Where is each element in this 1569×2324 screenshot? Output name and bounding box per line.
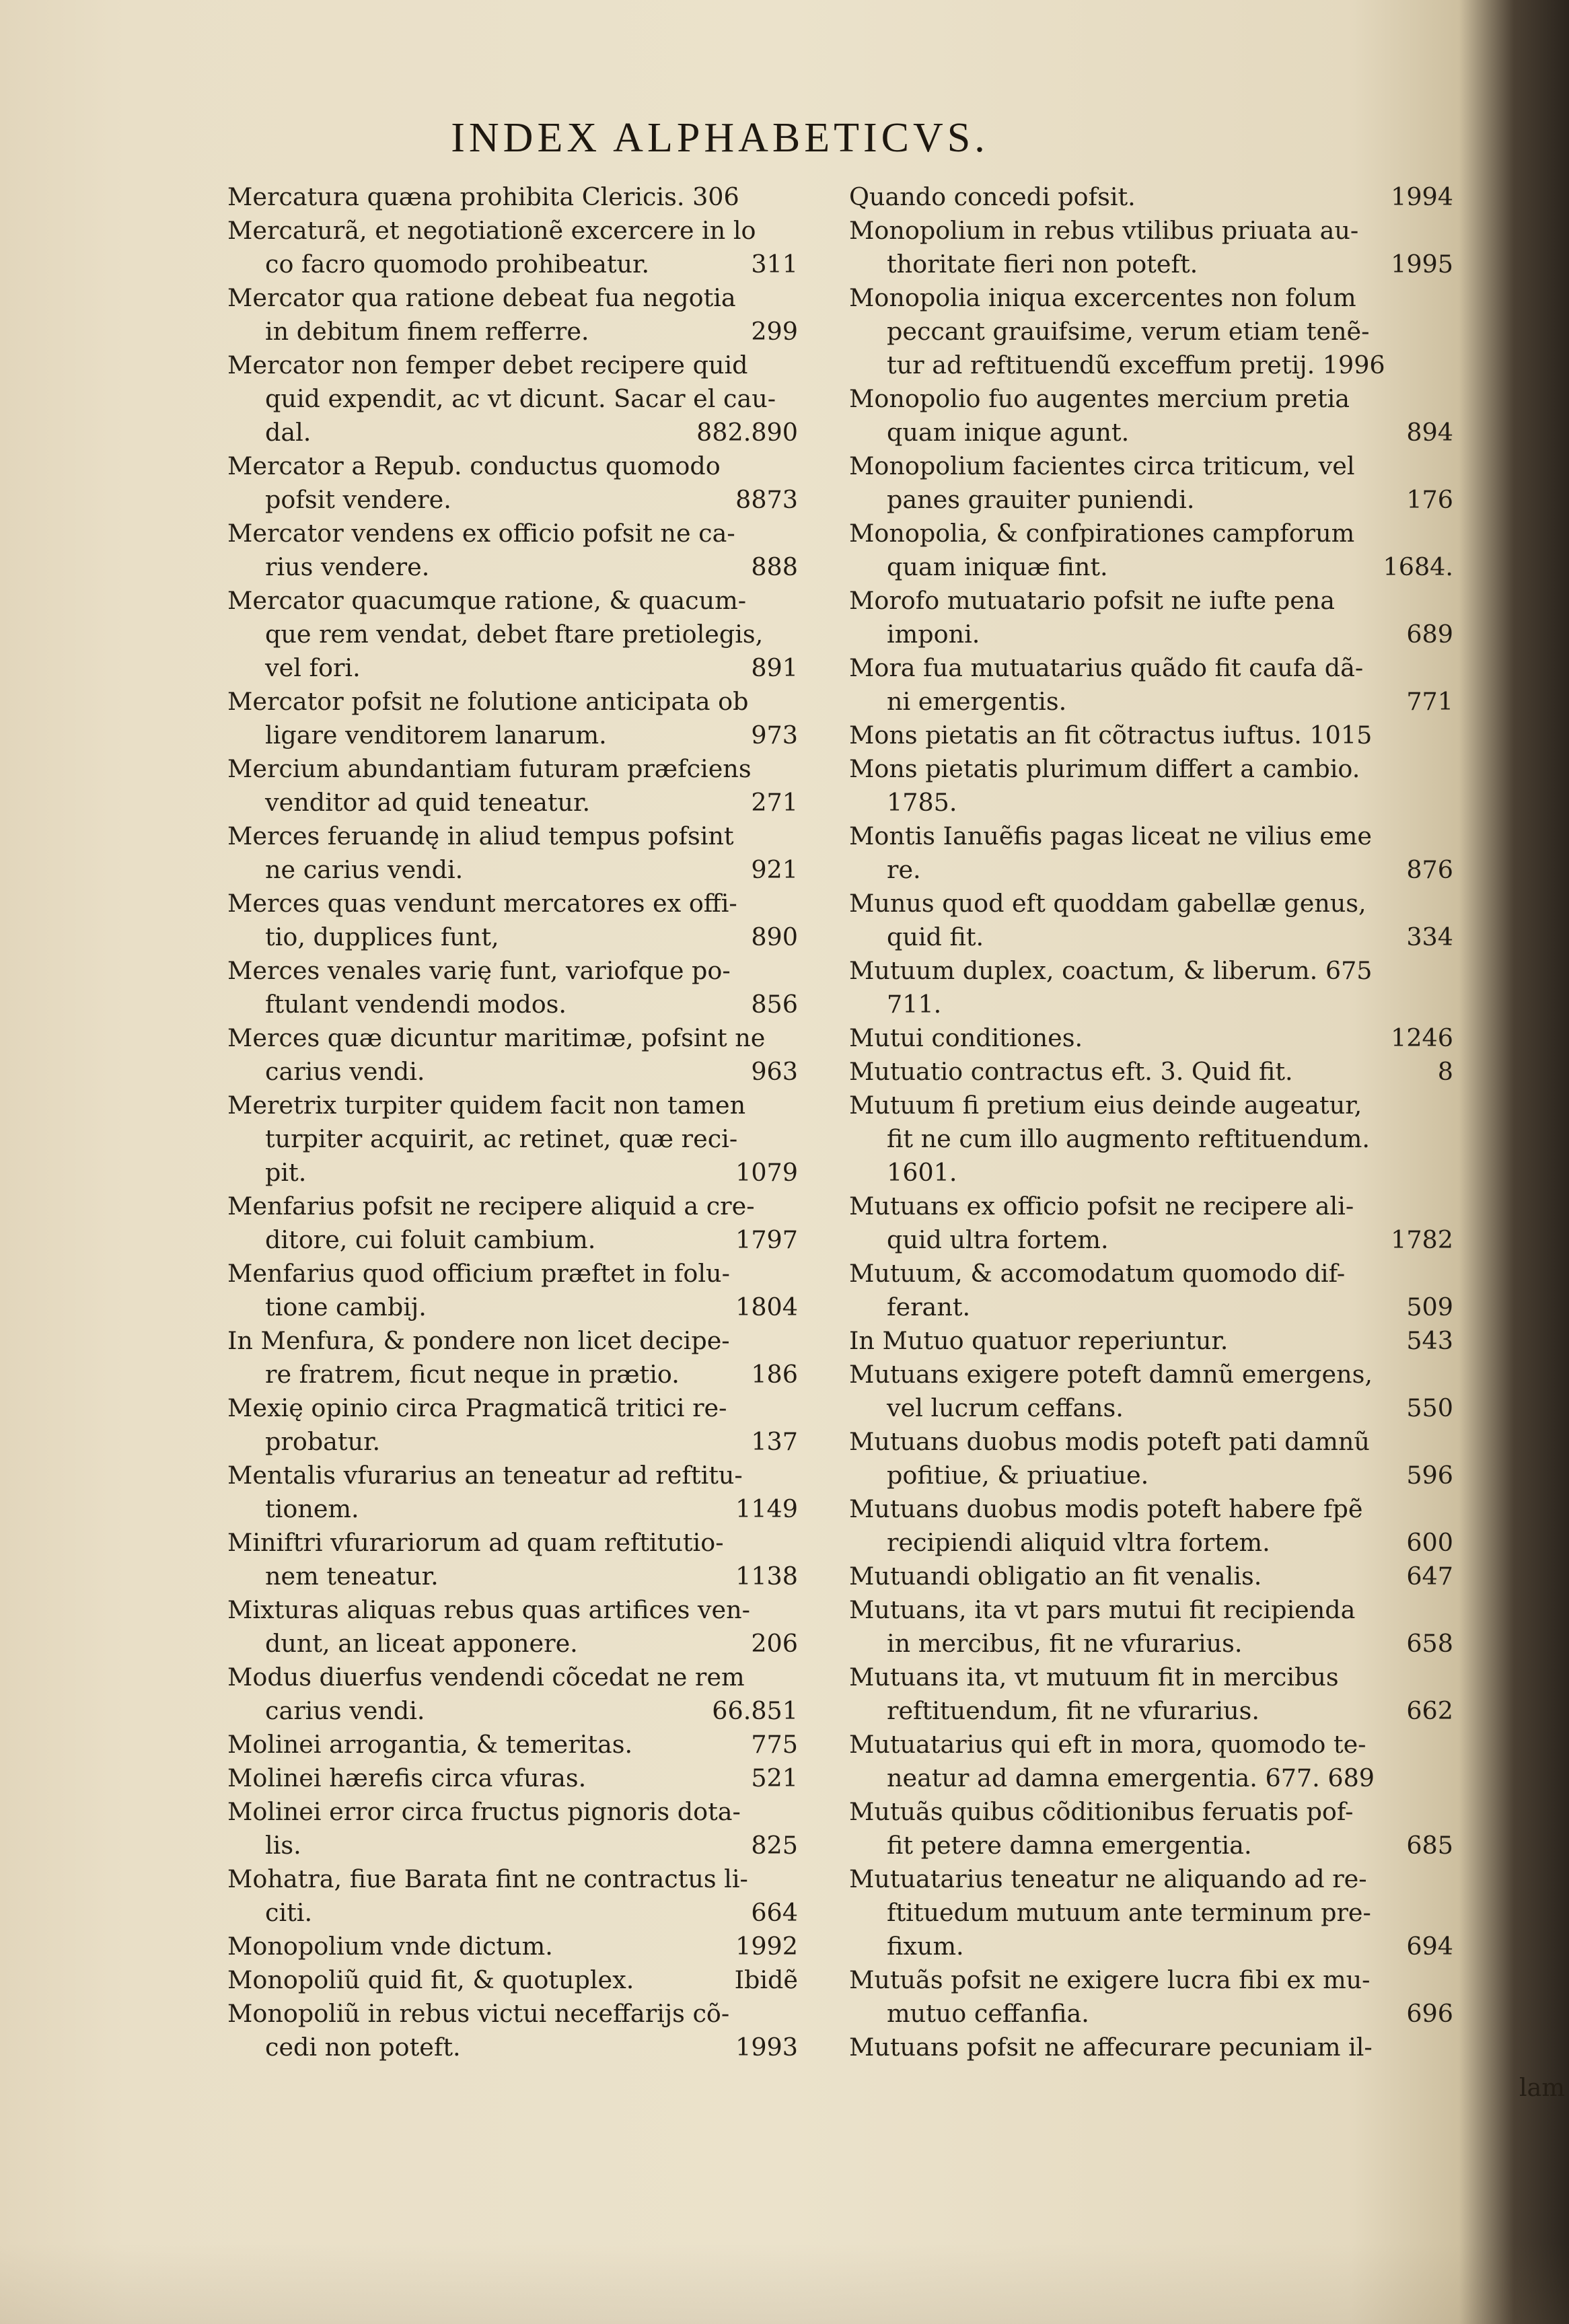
entry-line: carius vendi.	[265, 1057, 425, 1086]
index-entry	[227, 1190, 798, 1257]
entry-line: citi.	[265, 1898, 313, 1927]
index-entry	[227, 1089, 798, 1190]
entry-line: Monopolia, & confpirationes campforum	[849, 519, 1355, 548]
entry-line: dunt, an liceat apponere.	[265, 1629, 578, 1658]
entry-line: Menfarius quod officium præftet in folu-	[227, 1259, 730, 1288]
index-entry	[227, 887, 798, 954]
entry-line: pit.	[265, 1158, 307, 1187]
page-reference: 696	[1406, 1999, 1453, 2028]
entry-line: tur ad reftituendũ exceffum pretij. 1996	[887, 351, 1385, 379]
index-entry	[227, 517, 798, 584]
page-reference: 662	[1406, 1696, 1453, 1725]
index-entry	[849, 820, 1453, 887]
entry-line: reftituendum, fit ne vfurarius.	[887, 1696, 1260, 1725]
entry-line: Mutuandi obligatio an fit venalis.	[849, 1562, 1262, 1591]
index-entry	[227, 214, 798, 281]
entry-line: cedi non poteft.	[265, 2033, 461, 2062]
entry-line: Mohatra, fiue Barata fint ne contractus li-	[227, 1864, 748, 1893]
page-reference: 1992	[735, 1932, 798, 1961]
entry-line: vel lucrum ceffans.	[887, 1393, 1124, 1422]
index-entry	[227, 1795, 798, 1862]
page-reference: 888	[751, 552, 798, 581]
index-entry	[849, 1593, 1453, 1661]
entry-line: turpiter acquirit, ac retinet, quæ reci-	[265, 1124, 738, 1153]
index-entry	[227, 1963, 798, 1997]
page-reference: 1993	[735, 2033, 798, 2062]
index-entry	[849, 1728, 1453, 1795]
entry-line: Molinei arrogantia, & temeritas.	[227, 1730, 633, 1759]
index-entry	[849, 1795, 1453, 1862]
index-entry	[849, 214, 1453, 281]
index-entry	[227, 349, 798, 449]
page-reference: 8873	[735, 485, 798, 514]
entry-line: Mora fua mutuatarius quãdo fit caufa dã-	[849, 653, 1364, 682]
index-entry	[849, 1055, 1453, 1089]
entry-line: tionem.	[265, 1494, 359, 1523]
index-entry	[849, 1358, 1453, 1425]
index-entry	[849, 1089, 1453, 1190]
entry-line: Mixturas aliquas rebus quas artifices ven-	[227, 1595, 750, 1624]
index-entry	[227, 1526, 798, 1593]
entry-line: Mutuãs quibus cõditionibus feruatis pof-	[849, 1797, 1354, 1826]
index-entry	[227, 1593, 798, 1661]
entry-line: Mercator pofsit ne folutione anticipata ob	[227, 687, 749, 716]
page-reference: 825	[751, 1831, 798, 1860]
page-reference: 771	[1406, 687, 1453, 716]
entry-line: fixum.	[887, 1932, 964, 1961]
entry-line: pofsit vendere.	[265, 485, 451, 514]
index-entry	[227, 1762, 798, 1795]
index-entry	[849, 651, 1453, 719]
entry-line: Mutuans exigere poteft damnũ emergens,	[849, 1360, 1373, 1389]
entry-line: pofitiue, & priuatiue.	[887, 1461, 1149, 1490]
page-reference: 775	[751, 1730, 798, 1759]
index-entry	[227, 449, 798, 517]
index-entry	[849, 1560, 1453, 1593]
entry-line: Menfarius pofsit ne recipere aliquid a cre-	[227, 1192, 755, 1221]
page-reference: 550	[1406, 1393, 1453, 1422]
entry-line: Monopolium facientes circa triticum, vel	[849, 451, 1355, 480]
entry-line: recipiendi aliquid vltra fortem.	[887, 1528, 1270, 1557]
index-entry	[849, 719, 1453, 752]
page-reference: 694	[1406, 1932, 1453, 1961]
entry-line: dal.	[265, 418, 312, 447]
index-entry	[849, 1862, 1453, 1963]
entry-line: thoritate fieri non poteft.	[887, 250, 1198, 279]
entry-line: rius vendere.	[265, 552, 430, 581]
index-entry	[227, 1862, 798, 1930]
page-reference: 1804	[735, 1293, 798, 1321]
index-entry	[227, 1257, 798, 1324]
page-reference: 689	[1406, 620, 1453, 649]
index-entry	[227, 1391, 798, 1459]
entry-line: fit ne cum illo augmento reftituendum.	[887, 1124, 1370, 1153]
index-entry	[849, 1492, 1453, 1560]
page-reference: 647	[1406, 1562, 1453, 1591]
index-column-right	[849, 180, 1453, 2064]
page-reference: 1782	[1391, 1225, 1453, 1254]
entry-line: Merces venales varię funt, variofque po-	[227, 956, 731, 985]
index-entry	[227, 685, 798, 752]
page-reference: 66.851	[712, 1696, 798, 1725]
entry-line: 711.	[887, 990, 942, 1019]
entry-line: quam iniquæ fint.	[887, 552, 1108, 581]
page-reference: 658	[1406, 1629, 1453, 1658]
entry-line: tio, dupplices funt,	[265, 922, 499, 951]
entry-line: Mercium abundantiam futuram præfciens	[227, 754, 752, 783]
entry-line: tione cambij.	[265, 1293, 427, 1321]
entry-line: lis.	[265, 1831, 301, 1860]
page-reference: 973	[751, 721, 798, 750]
index-entry	[849, 752, 1453, 820]
entry-line: Molinei error circa fructus pignoris dota-	[227, 1797, 741, 1826]
entry-line: fit petere damna emergentia.	[887, 1831, 1252, 1860]
page-reference: 543	[1406, 1326, 1453, 1355]
page-reference: 685	[1406, 1831, 1453, 1860]
entry-line: Mexię opinio circa Pragmaticã tritici re-	[227, 1393, 727, 1422]
index-entry	[849, 1190, 1453, 1257]
index-entry	[849, 887, 1453, 954]
entry-line: Monopolio fuo augentes mercium pretia	[849, 384, 1350, 413]
page-reference: 334	[1406, 922, 1453, 951]
entry-line: Merces quas vendunt mercatores ex offi-	[227, 889, 737, 918]
entry-line: Mercaturã, et negotiationẽ excercere in lo	[227, 216, 756, 245]
page-reference: 1149	[735, 1494, 798, 1523]
entry-line: Modus diuerfus vendendi cõcedat ne rem	[227, 1663, 745, 1692]
page-reference: 856	[751, 990, 798, 1019]
entry-line: Mons pietatis plurimum differt a cambio.	[849, 754, 1360, 783]
entry-line: Monopolium in rebus vtilibus priuata au-	[849, 216, 1359, 245]
entry-line: Montis Ianuẽfis pagas liceat ne vilius eme	[849, 822, 1373, 850]
entry-line: Mutuãs pofsit ne exigere lucra fibi ex mu-	[849, 1965, 1371, 1994]
page-reference: 311	[751, 250, 798, 279]
index-entry	[849, 954, 1453, 1021]
entry-line: Mutuans, ita vt pars mutui fit recipienda	[849, 1595, 1356, 1624]
entry-line: re fratrem, ficut neque in prætio.	[265, 1360, 680, 1389]
page-reference: 137	[751, 1427, 798, 1456]
entry-line: Morofo mutuatario pofsit ne iufte pena	[849, 586, 1336, 615]
index-entry	[849, 1661, 1453, 1728]
entry-line: panes grauiter puniendi.	[887, 485, 1195, 514]
index-entry	[227, 752, 798, 820]
index-entry	[849, 1257, 1453, 1324]
index-entry	[227, 1324, 798, 1391]
entry-line: quam inique agunt.	[887, 418, 1130, 447]
index-entry	[227, 954, 798, 1021]
entry-line: Mutuans ita, vt mutuum fit in mercibus	[849, 1663, 1339, 1692]
entry-line: quid fit.	[887, 922, 984, 951]
index-entry	[227, 1930, 798, 1963]
entry-line: in mercibus, fit ne vfurarius.	[887, 1629, 1243, 1658]
page-reference: 876	[1406, 855, 1453, 884]
entry-line: Mercator non femper debet recipere quid	[227, 351, 748, 379]
entry-line: quid ultra fortem.	[887, 1225, 1109, 1254]
entry-line: Merces quæ dicuntur maritimæ, pofsint ne	[227, 1023, 766, 1052]
entry-line: ligare venditorem lanarum.	[265, 721, 607, 750]
entry-line: que rem vendat, debet ftare pretiolegis,	[265, 620, 764, 649]
index-entry	[849, 1425, 1453, 1492]
page-reference: 596	[1406, 1461, 1453, 1490]
entry-line: Mutuum duplex, coactum, & liberum. 675	[849, 956, 1373, 985]
index-entry	[849, 1021, 1453, 1055]
page-reference: 1995	[1391, 250, 1453, 279]
page-reference: 890	[751, 922, 798, 951]
entry-line: Mutuans pofsit ne affecurare pecuniam il-	[849, 2033, 1373, 2062]
page-reference: 894	[1406, 418, 1453, 447]
entry-line: In Mutuo quatuor reperiuntur.	[849, 1326, 1229, 1355]
entry-line: vel fori.	[265, 653, 361, 682]
entry-line: ni emergentis.	[887, 687, 1067, 716]
entry-line: Mutuatarius teneatur ne aliquando ad re-	[849, 1864, 1367, 1893]
index-column-left	[227, 180, 798, 2064]
page-reference: 1994	[1391, 182, 1453, 211]
catchword: lam	[1519, 2073, 1565, 2102]
entry-line: Meretrix turpiter quidem facit non tamen	[227, 1091, 746, 1120]
entry-line: Munus quod eft quoddam gabellæ genus,	[849, 889, 1366, 918]
entry-line: re.	[887, 855, 921, 884]
index-entry	[227, 820, 798, 887]
index-entry	[227, 180, 798, 214]
entry-line: Mutuatarius qui eft in mora, quomodo te-	[849, 1730, 1366, 1759]
entry-line: Mutuans duobus modis poteft pati damnũ	[849, 1427, 1370, 1456]
index-entry	[227, 1661, 798, 1728]
running-head: INDEX ALPHABETICVS.	[451, 115, 989, 161]
page-reference: 299	[751, 317, 798, 346]
page-reference: 176	[1406, 485, 1453, 514]
entry-line: ftulant vendendi modos.	[265, 990, 567, 1019]
page-reference: 206	[751, 1629, 798, 1658]
index-entry	[227, 1997, 798, 2064]
entry-line: ferant.	[887, 1293, 971, 1321]
entry-line: Monopoliũ quid fit, & quotuplex.	[227, 1965, 634, 1994]
entry-line: imponi.	[887, 620, 980, 649]
index-entry	[849, 180, 1453, 214]
page-reference: 882.890	[696, 418, 798, 447]
page-reference: 600	[1406, 1528, 1453, 1557]
entry-line: Mercator vendens ex officio pofsit ne ca-	[227, 519, 735, 548]
entry-line: mutuo ceffanfia.	[887, 1999, 1089, 2028]
index-entry	[849, 281, 1453, 382]
index-entry	[849, 449, 1453, 517]
entry-line: Monopoliũ in rebus victui neceffarijs cõ-	[227, 1999, 730, 2028]
entry-line: ne carius vendi.	[265, 855, 464, 884]
entry-line: Mercator quacumque ratione, & quacum-	[227, 586, 747, 615]
entry-line: venditor ad quid teneatur.	[265, 788, 591, 817]
entry-line: Mutuans duobus modis poteft habere fpẽ	[849, 1494, 1363, 1523]
entry-line: nem teneatur.	[265, 1562, 439, 1591]
entry-line: Merces feruandę in aliud tempus pofsint	[227, 822, 734, 850]
entry-line: Molinei hærefis circa vfuras.	[227, 1764, 587, 1792]
entry-line: peccant grauifsime, verum etiam tenẽ-	[887, 317, 1370, 346]
page-reference: 891	[751, 653, 798, 682]
entry-line: Mutuum, & accomodatum quomodo dif-	[849, 1259, 1346, 1288]
entry-line: carius vendi.	[265, 1696, 425, 1725]
entry-line: Quando concedi pofsit.	[849, 182, 1136, 211]
page-reference: 921	[751, 855, 798, 884]
index-entry	[227, 584, 798, 685]
entry-line: Mutuans ex officio pofsit ne recipere ali-	[849, 1192, 1354, 1221]
page-reference: 664	[751, 1898, 798, 1927]
entry-line: Monopolia iniqua excercentes non folum	[849, 283, 1356, 312]
index-entry	[849, 584, 1453, 651]
page-reference: 521	[751, 1764, 798, 1792]
page-reference: 1246	[1391, 1023, 1453, 1052]
entry-line: 1601.	[887, 1158, 957, 1187]
entry-line: Mutui conditiones.	[849, 1023, 1083, 1052]
entry-line: Mercator qua ratione debeat fua negotia	[227, 283, 736, 312]
entry-line: Miniftri vfurariorum ad quam reftitutio-	[227, 1528, 724, 1557]
index-entry	[849, 517, 1453, 584]
index-entry	[227, 1021, 798, 1089]
entry-line: Mutuatio contractus eft. 3. Quid fit.	[849, 1057, 1293, 1086]
page-reference: 1079	[735, 1158, 798, 1187]
index-entry	[227, 281, 798, 349]
entry-line: 1785.	[887, 788, 957, 817]
entry-line: ditore, cui foluit cambium.	[265, 1225, 596, 1254]
page-reference: 1797	[735, 1225, 798, 1254]
entry-line: Mercator a Repub. conductus quomodo	[227, 451, 721, 480]
page-reference: 1138	[735, 1562, 798, 1591]
entry-line: Mons pietatis an fit cõtractus iuftus. 1015	[849, 721, 1373, 750]
entry-line: in debitum finem refferre.	[265, 317, 589, 346]
index-entry	[227, 1459, 798, 1526]
page-reference: 963	[751, 1057, 798, 1086]
page-reference: 1684.	[1383, 552, 1453, 581]
entry-line: Mutuum fi pretium eius deinde augeatur,	[849, 1091, 1362, 1120]
page-reference: Ibidẽ	[734, 1965, 798, 1994]
entry-line: probatur.	[265, 1427, 381, 1456]
entry-line: co facro quomodo prohibeatur.	[265, 250, 650, 279]
page-reference: 186	[751, 1360, 798, 1389]
entry-line: neatur ad damna emergentia. 677. 689	[887, 1764, 1375, 1792]
page-reference: 271	[751, 788, 798, 817]
page-reference: 509	[1406, 1293, 1453, 1321]
index-entry	[849, 2031, 1453, 2064]
index-entry	[849, 1324, 1453, 1358]
entry-line: Mercatura quæna prohibita Clericis. 306	[227, 182, 739, 211]
page-reference: 8	[1437, 1057, 1453, 1086]
entry-line: Monopolium vnde dictum.	[227, 1932, 553, 1961]
entry-line: ftituedum mutuum ante terminum pre-	[887, 1898, 1371, 1927]
entry-line: In Menfura, & pondere non licet decipe-	[227, 1326, 730, 1355]
index-entry	[849, 382, 1453, 449]
index-entry	[849, 1963, 1453, 2031]
entry-line: quid expendit, ac vt dicunt. Sacar el cau-	[265, 384, 776, 413]
page-shadow	[0, 2243, 1569, 2324]
index-entry	[227, 1728, 798, 1762]
entry-line: Mentalis vfurarius an teneatur ad reftitu-	[227, 1461, 743, 1490]
